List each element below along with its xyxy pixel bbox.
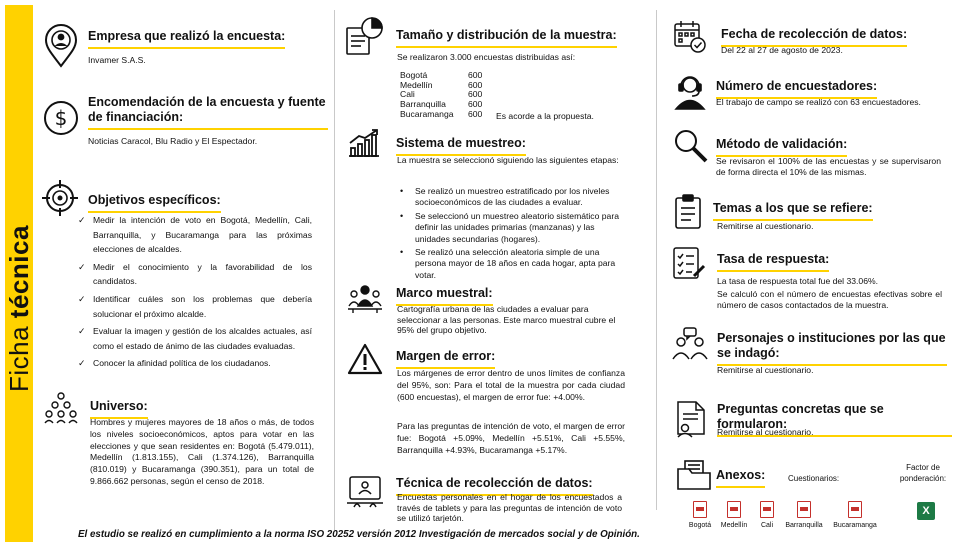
people-pyramid-icon	[44, 392, 78, 424]
personajes-text: Remitirse al cuestionario.	[717, 365, 814, 375]
fecha-title: Fecha de recolección de datos:	[721, 27, 907, 47]
empresa-text: Invamer S.A.S.	[88, 55, 146, 65]
dollar-coin-icon	[43, 100, 79, 136]
margen-title: Margen de error:	[396, 349, 495, 369]
target-icon	[42, 180, 78, 216]
universo-text: Hombres y mujeres mayores de 18 años o más, de todos los niveles socioeconómicos, aptos para votar en las elecciones y que sean residentes en: Bogotá (5.479.011), Medellín (1.813.155), Cali (1.374.126), Barranquilla (810.019) y Bucaramanga (390.351), para un total de 9.866.662 personas, según el censo de 2018.	[90, 417, 314, 486]
footer-note: El estudio se realizó en cumplimiento a la norma ISO 20252 versión 2012 Investigación de mercados social y de Opinión.	[78, 529, 640, 540]
value-cell: 600	[468, 70, 483, 80]
bar-chart-growth-icon	[347, 128, 381, 158]
column-divider-2	[656, 10, 657, 510]
city-cell: Medellín	[400, 79, 433, 90]
tasa-text-1: La tasa de respuesta total fue del 33.06%.	[717, 276, 879, 286]
tecnica-title: Técnica de recolección de datos:	[396, 476, 593, 496]
tasa-title: Tasa de respuesta:	[717, 252, 829, 272]
objetivos-list	[78, 213, 312, 374]
list-item: ✓ Medir el conocimiento y la favorabilidad de los candidatos.	[78, 260, 312, 289]
margen-barranquilla-value: +4.93%,	[445, 444, 478, 455]
sample-distribution-table	[400, 71, 482, 120]
tamano-intro: Se realizaron 3.000 encuestas distribuidas así:	[397, 52, 576, 62]
warning-icon	[347, 343, 383, 375]
column-divider-1	[334, 10, 335, 530]
sistema-list	[397, 186, 629, 283]
list-item: • Se seleccionó un muestreo aleatorio sistemático para definir las unidades primarias (manzanas) y las unidades secundarias (hogares).	[397, 211, 629, 245]
margen-medellin-label: Medellín	[484, 432, 533, 443]
value-cell: 600	[468, 108, 483, 119]
marco-title: Marco muestral:	[396, 286, 493, 306]
temas-text: Remitirse al cuestionario.	[717, 221, 814, 231]
factor-label: Factor de ponderación:	[899, 463, 947, 483]
margen-bucaramanga-label: Bucaramanga	[477, 444, 536, 455]
value-cell: 600	[468, 79, 483, 90]
pie-document-icon	[345, 16, 385, 56]
margen-p1-text: Los márgenes de error dentro de unos límites de confianza del 95%, son: Para el total de la muestra por cada ciudad (600 encuestas), el margen de error fue:	[397, 368, 625, 402]
calendar-check-icon	[673, 19, 707, 55]
tecnica-text: Encuestas personales en el hogar de los encuestados a través de tablets y para las preguntas de intención de voto se utilizó tarjetón.	[397, 492, 622, 524]
margen-barranquilla-label: Barranquilla	[397, 444, 446, 455]
city-cell: Cali	[400, 89, 415, 100]
pdf-label-bucaramanga[interactable]: Bucaramanga	[833, 522, 877, 529]
city-cell: Bogotá	[400, 70, 428, 80]
metodo-text: Se revisaron el 100% de las encuestas y se supervisaron de forma directa el 10% de las mismas.	[716, 156, 941, 178]
team-icon	[347, 284, 383, 314]
tamano-note: Es acorde a la propuesta.	[496, 111, 594, 121]
pdf-label-cali[interactable]: Cali	[760, 522, 774, 529]
margen-bucaramanga-value: +5.17%.	[535, 444, 568, 455]
encomendacion-text: Noticias Caracol, Blu Radio y El Espectador.	[88, 136, 258, 146]
tablet-survey-icon	[345, 474, 385, 508]
margen-cali-value: +5.55%,	[593, 432, 625, 443]
city-cell: Bucaramanga	[400, 108, 454, 119]
empresa-title: Empresa que realizó la encuesta:	[88, 29, 285, 49]
encomendacion-title: Encomendación de la encuesta y fuente de financiación:	[88, 95, 328, 130]
margen-medellin-value: +5.51%,	[532, 432, 564, 443]
pdf-label-medellin[interactable]: Medellín	[720, 522, 748, 529]
temas-title: Temas a los que se refiere:	[713, 201, 873, 221]
pdf-label-barranquilla[interactable]: Barranquilla	[785, 522, 823, 529]
sistema-intro: La muestra se seleccionó siguiendo las siguientes etapas:	[397, 155, 619, 165]
margen-p2-text: Para las preguntas de intención de voto, el margen de error fue: Bogotá	[397, 421, 625, 443]
personajes-title: Personajes o instituciones por las que se indagó:	[717, 331, 947, 366]
numero-title: Número de encuestadores:	[716, 79, 877, 99]
list-item: • Se realizó un muestreo estratificado por los niveles socioeconómicos de las ciudades a evaluar.	[397, 186, 629, 209]
folder-icon	[676, 459, 712, 491]
svg-text:$: $	[54, 106, 68, 130]
sidebar-title	[4, 132, 34, 392]
objetivos-title: Objetivos específicos:	[88, 193, 221, 213]
margen-bogota-value: +5.09%,	[453, 432, 485, 443]
people-chat-icon	[672, 327, 708, 361]
list-item: ✓ Identificar cuáles son los problemas que debería solucionar el próximo alcalde.	[78, 292, 312, 321]
numero-text: El trabajo de campo se realizó con 63 encuestadores.	[716, 97, 921, 107]
clipboard-icon	[674, 194, 702, 230]
document-person-icon	[674, 400, 710, 438]
list-item: ✓ Medir la intención de voto en Bogotá, Medellín, Cali, Barranquilla, y Bucaramanga para las próximas elecciones de alcaldes.	[78, 213, 312, 257]
city-cell: Barranquilla	[400, 99, 446, 110]
margen-paragraph-2	[397, 421, 625, 456]
list-item: • Se realizó una selección aleatoria simple de una persona mayor de 18 años en cada hogar, apta para votar.	[397, 247, 629, 281]
sidebar-title-bold: técnica	[4, 225, 34, 319]
excel-file-icon[interactable]: X	[917, 502, 935, 520]
sistema-title: Sistema de muestreo:	[396, 136, 526, 156]
value-cell: 600	[468, 89, 483, 100]
value-cell: 600	[468, 99, 483, 110]
checklist-icon	[672, 246, 706, 282]
table-row	[400, 110, 482, 120]
pdf-file-icon[interactable]	[693, 501, 707, 518]
margen-cali-label: Cali	[563, 432, 594, 443]
universo-title: Universo:	[90, 399, 148, 419]
pdf-file-icon[interactable]	[727, 501, 741, 518]
preguntas-text: Remitirse al cuestionario.	[717, 427, 814, 437]
margen-paragraph-1	[397, 368, 625, 403]
person-pin-icon	[43, 24, 79, 68]
tasa-text-2: Se calculó con el número de encuestas efectivas sobre el número de casos contactados de la muestra.	[717, 289, 942, 311]
list-item: ✓ Conocer la afinidad política de los ciudadanos.	[78, 356, 312, 371]
headset-agent-icon	[673, 72, 707, 110]
list-item: ✓ Evaluar la imagen y gestión de los alcaldes actuales, así como el estado de ánimo de las ciudades evaluadas.	[78, 324, 312, 353]
preguntas-title: Preguntas concretas que se formularon:	[717, 402, 952, 437]
pdf-label-bogota[interactable]: Bogotá	[688, 522, 712, 529]
fecha-text: Del 22 al 27 de agosto de 2023.	[721, 45, 843, 55]
pdf-file-icon[interactable]	[760, 501, 774, 518]
marco-text: Cartografía urbana de las ciudades a evaluar para seleccionar a las personas. Este marco muestral cubre el 95% del grupo objetivo.	[397, 304, 616, 336]
pdf-file-icon[interactable]	[848, 501, 862, 518]
margen-total-value: +4.00%.	[553, 391, 585, 402]
pdf-file-icon[interactable]	[797, 501, 811, 518]
magnifier-icon	[673, 128, 709, 164]
anexos-title: Anexos:	[716, 468, 765, 488]
cuestionarios-label: Cuestionarios:	[788, 474, 840, 483]
sidebar-title-light: Ficha	[4, 318, 34, 392]
tamano-title: Tamaño y distribución de la muestra:	[396, 28, 617, 48]
metodo-title: Método de validación:	[716, 137, 847, 157]
